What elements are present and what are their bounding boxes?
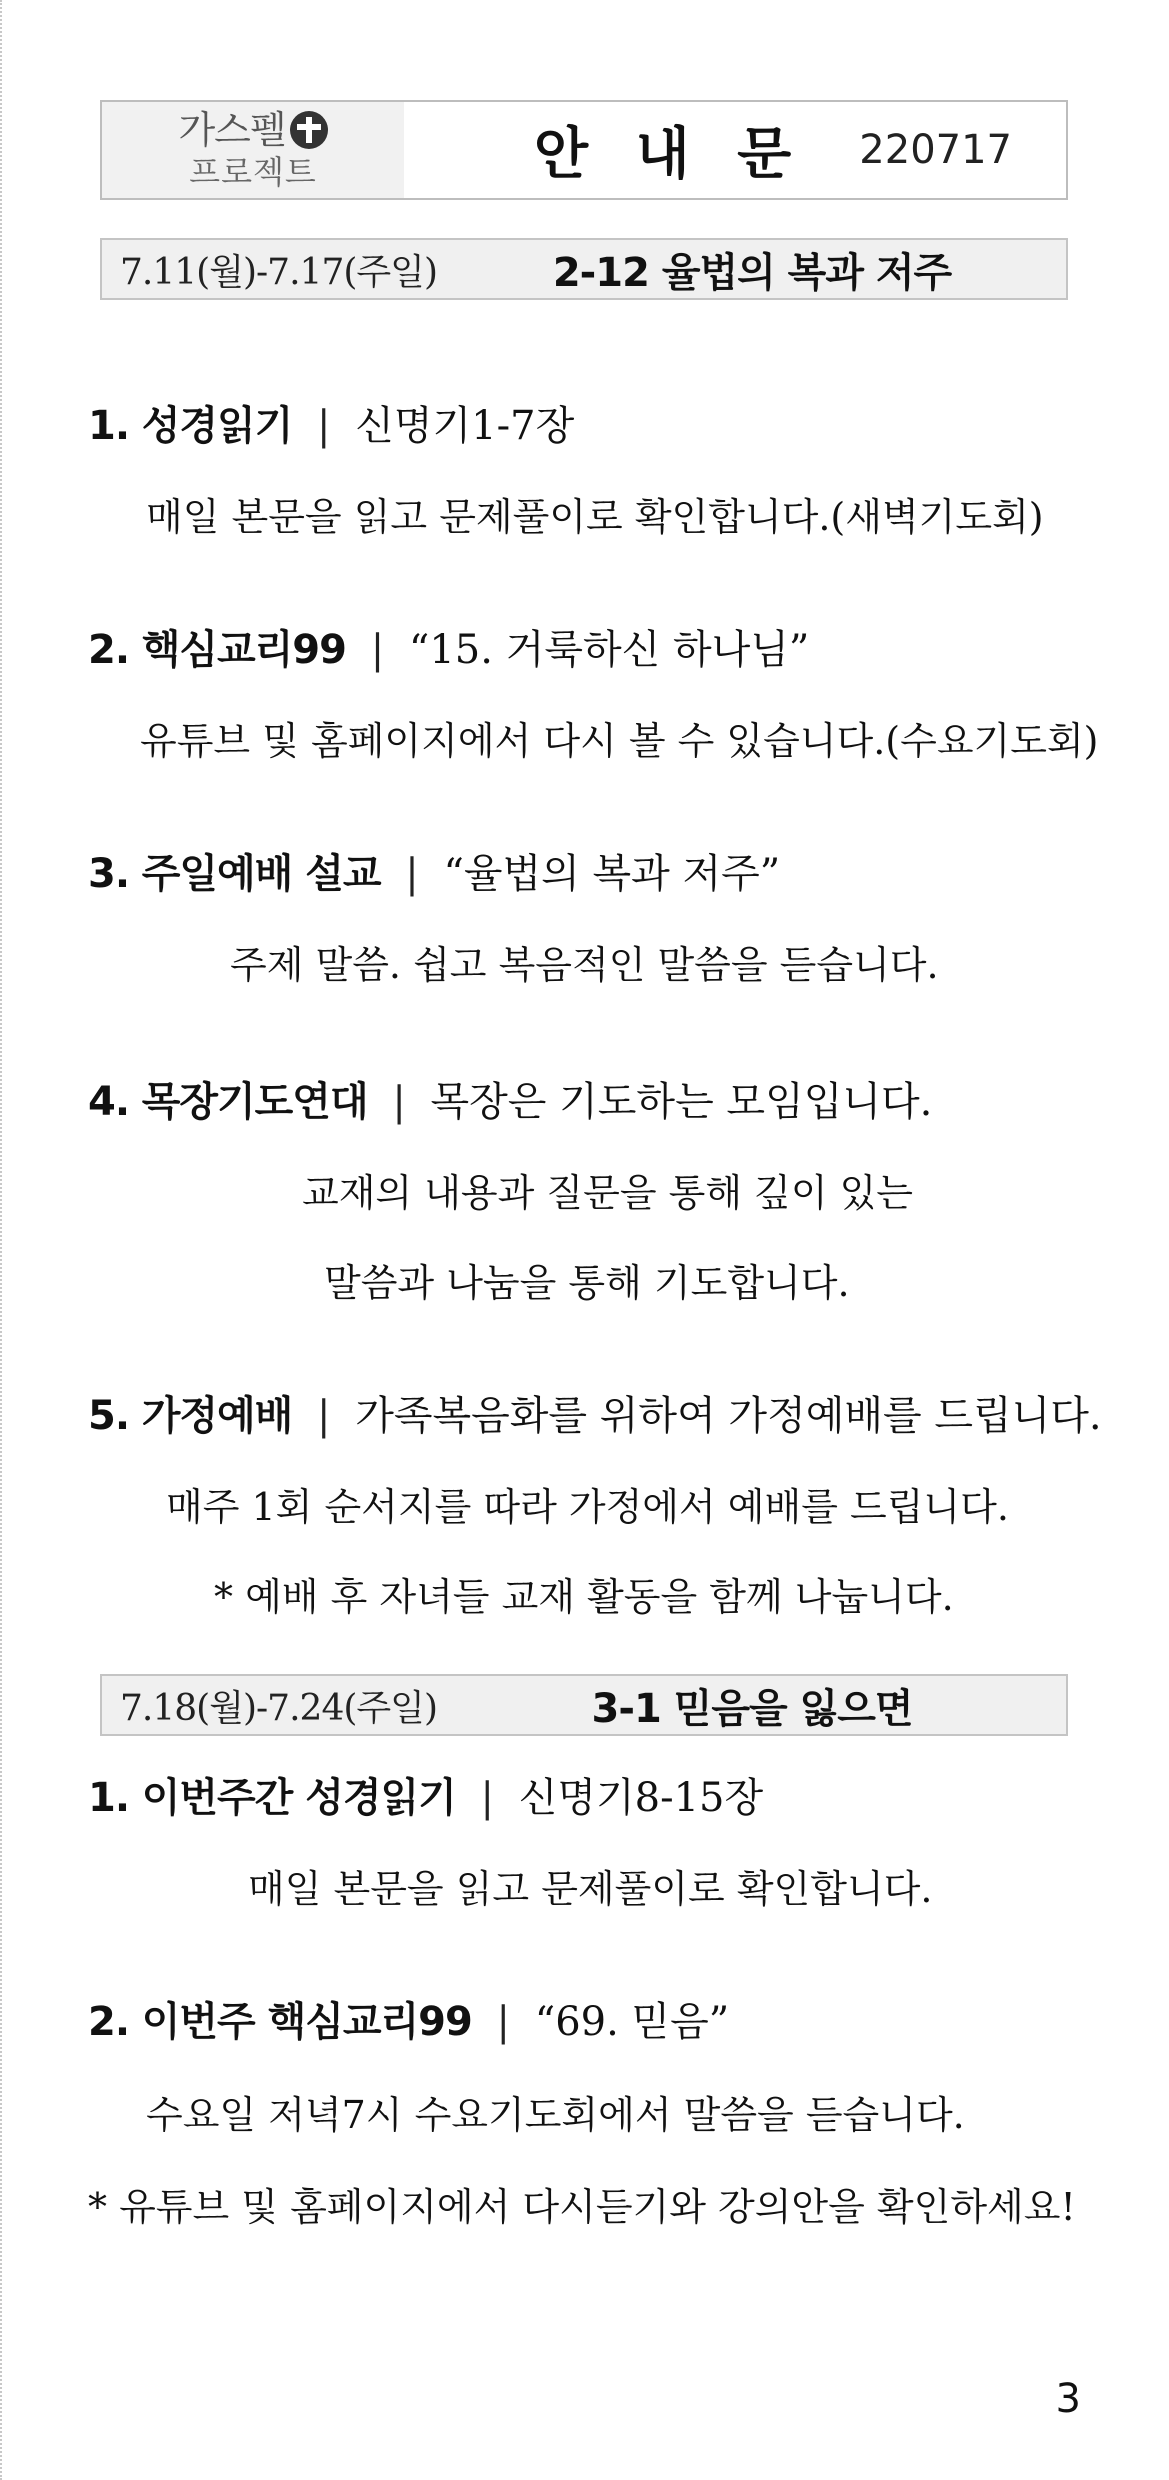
document-id: 220717 <box>859 127 1012 173</box>
item-text: “율법의 복과 저주” <box>443 851 781 897</box>
week2-footnote: * 유튜브 및 홈페이지에서 다시듣기와 강의안을 확인하세요! <box>88 2185 1076 2229</box>
week1-item-2: 2. 핵심교리99 | “15. 거룩하신 하나님” <box>88 627 810 673</box>
week1-item-5: 5. 가정예배 | 가족복음화를 위하여 가정예배를 드립니다. <box>88 1393 1102 1439</box>
week1-date: 7.11(월)-7.17(주일) <box>120 251 437 293</box>
week1-item-5-line-2: * 예배 후 자녀들 교재 활동을 함께 나눕니다. <box>214 1575 954 1619</box>
item-heading: 주일예배 설교 <box>141 851 381 897</box>
week1-bar <box>100 238 1068 300</box>
week1-item-5-line-1: 매주 1회 순서지를 따라 가정에서 예배를 드립니다. <box>166 1485 1009 1529</box>
week1-item-3-line-1: 주제 말씀. 쉽고 복음적인 말씀을 듣습니다. <box>230 943 939 987</box>
week1-item-4: 4. 목장기도연대 | 목장은 기도하는 모임입니다. <box>88 1079 933 1125</box>
page-border <box>0 0 4 2480</box>
week1-item-4-line-2: 말씀과 나눔을 통해 기도합니다. <box>324 1261 850 1305</box>
week1-item-2-line-1: 유튜브 및 홈페이지에서 다시 볼 수 있습니다.(수요기도회) <box>140 719 1099 763</box>
week1-item-1: 1. 성경읽기 | 신명기1-7장 <box>88 403 575 449</box>
logo <box>102 102 404 198</box>
item-heading: 이번주 핵심교리99 <box>141 1999 472 2045</box>
item-text: 신명기1-7장 <box>355 403 575 449</box>
item-text: “15. 거룩하신 하나님” <box>408 627 810 673</box>
header-box <box>100 100 1068 200</box>
week1-item-1-line-1: 매일 본문을 읽고 문제풀이로 확인합니다.(새벽기도회) <box>146 495 1044 539</box>
item-heading: 핵심교리99 <box>141 627 346 673</box>
item-heading: 성경읽기 <box>141 403 293 449</box>
item-text: 신명기8-15장 <box>518 1775 764 1821</box>
week1-topic: 2-12 율법의 복과 저주 <box>552 249 952 296</box>
item-text: “69. 믿음” <box>534 1999 730 2045</box>
cross-icon <box>290 111 328 149</box>
week2-item-1: 1. 이번주간 성경읽기 | 신명기8-15장 <box>88 1775 764 1821</box>
week1-item-4-line-1: 교재의 내용과 질문을 통해 깊이 있는 <box>302 1171 914 1215</box>
week1-item-3: 3. 주일예배 설교 | “율법의 복과 저주” <box>88 851 781 897</box>
week2-topic: 3-1 믿음을 잃으면 <box>591 1685 913 1732</box>
week2-item-1-line-1: 매일 본문을 읽고 문제풀이로 확인합니다. <box>248 1867 933 1911</box>
item-heading: 이번주간 성경읽기 <box>141 1775 456 1821</box>
week2-item-2-line-1: 수요일 저녁7시 수요기도회에서 말씀을 듣습니다. <box>146 2093 965 2137</box>
week2-date: 7.18(월)-7.24(주일) <box>120 1687 437 1729</box>
item-text: 목장은 기도하는 모임입니다. <box>430 1079 933 1125</box>
logo-bottom-text: 프로젝트 <box>189 153 317 191</box>
item-heading: 목장기도연대 <box>141 1079 368 1125</box>
page-number: 3 <box>1055 2376 1081 2422</box>
week2-item-2: 2. 이번주 핵심교리99 | “69. 믿음” <box>88 1999 730 2045</box>
week2-bar <box>100 1674 1068 1736</box>
page-title: 안 내 문 <box>534 122 806 187</box>
item-heading: 가정예배 <box>141 1393 293 1439</box>
item-text: 가족복음화를 위하여 가정예배를 드립니다. <box>355 1393 1102 1439</box>
logo-top-text: 가스펠 <box>178 108 286 152</box>
